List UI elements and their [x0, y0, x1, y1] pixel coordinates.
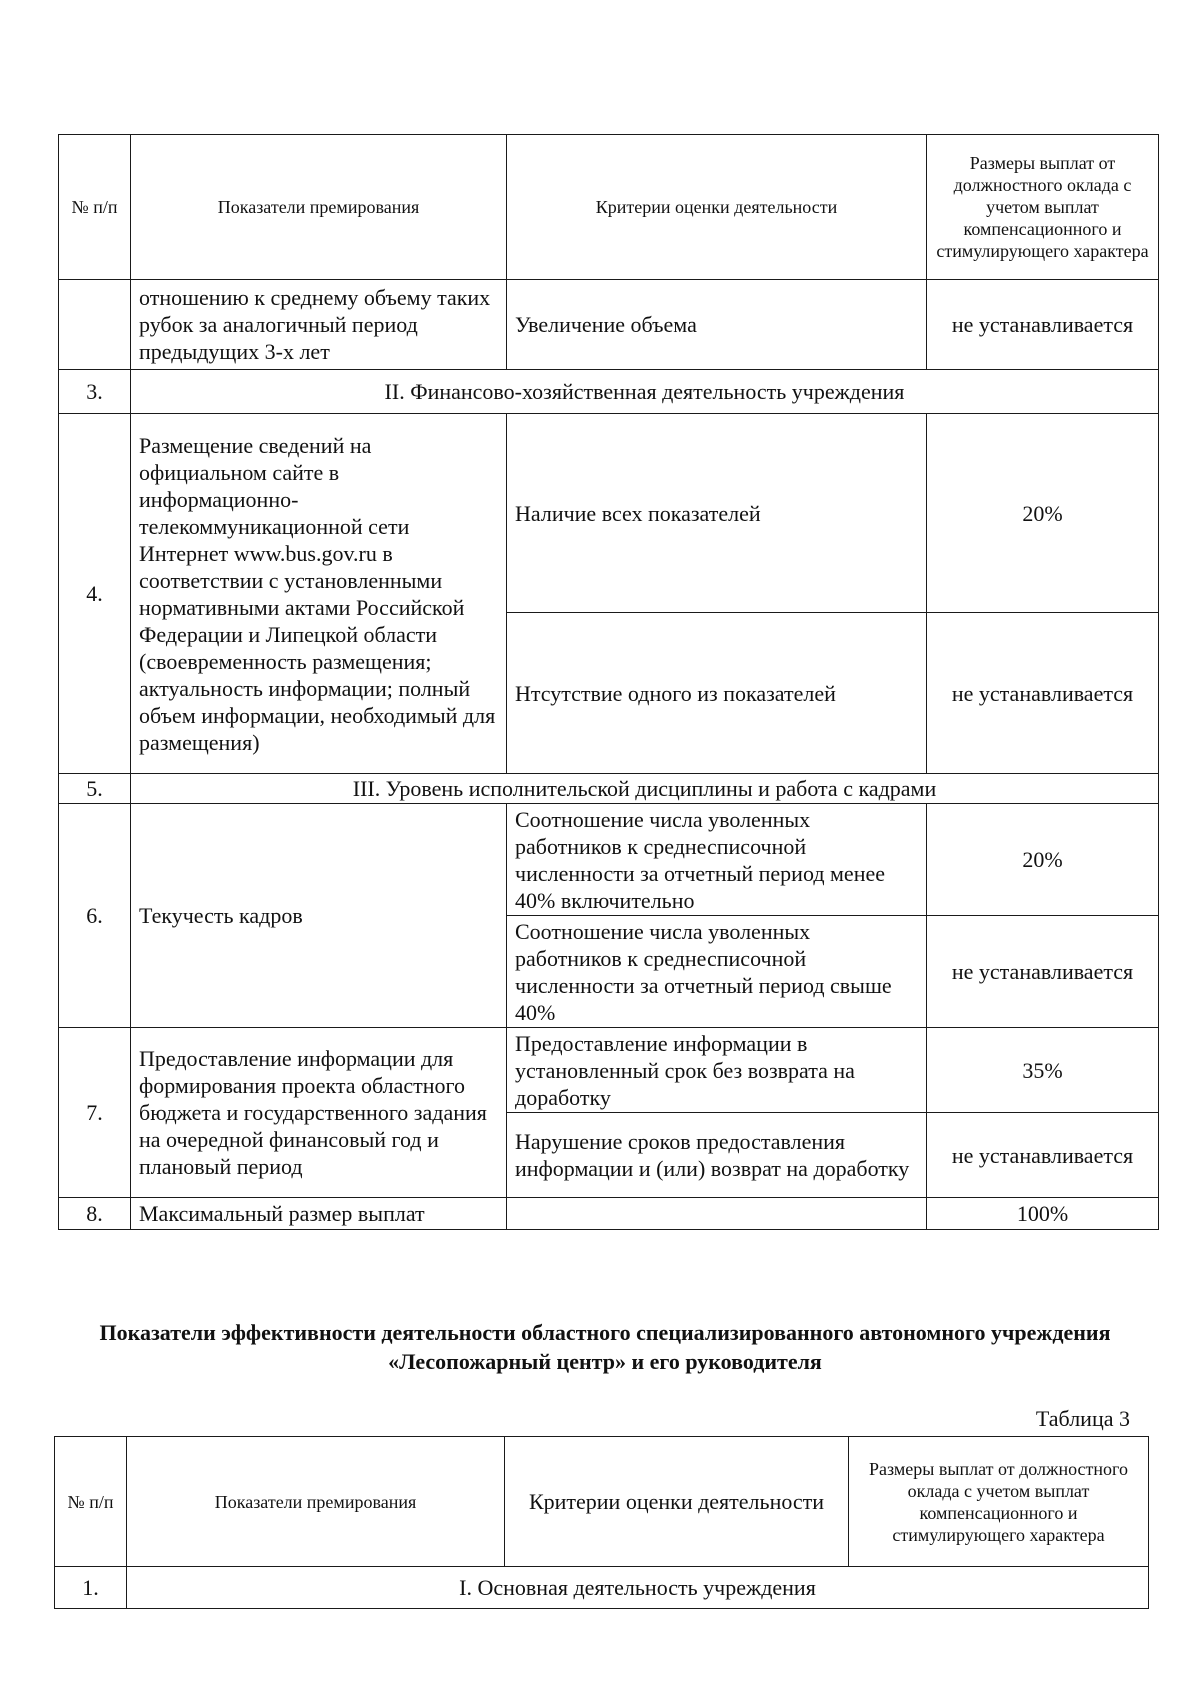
amount-cell: не устанавливается — [927, 280, 1159, 370]
table-header-row — [59, 135, 1159, 280]
criteria-cell: Наличие всех показателей — [507, 414, 927, 613]
criteria-cell: Увеличение объема — [507, 280, 927, 370]
payments-table-continued — [58, 134, 1159, 1230]
row-num: 1. — [55, 1567, 127, 1609]
header-criteria: Критерии оценки деятельности — [505, 1437, 849, 1567]
header-indicator: Показатели премирования — [127, 1437, 505, 1567]
criteria-cell: Нарушение сроков предоставления информации и (или) возврат на доработку — [507, 1113, 927, 1198]
row-num: 4. — [59, 414, 131, 774]
table-row — [59, 1198, 1159, 1230]
row-num: 8. — [59, 1198, 131, 1230]
table-row — [59, 804, 1159, 916]
row-num: 3. — [59, 370, 131, 414]
section-heading: Показатели эффективности деятельности областного специализированного автономного учреждения «Лесопожарный центр» и его руководителя — [99, 1320, 1111, 1374]
indicator-cell: Размещение сведений на официальном сайте в информационно-телекоммуникационной сети Интернет www.bus.gov.ru в соответствии с установленными нормативными актами Российской Федерации и Липецкой области (своевременность размещения; актуальность информации; полный объем информации, необходимый для размещения) — [131, 414, 507, 774]
row-num: 6. — [59, 804, 131, 1028]
amount-cell: 100% — [927, 1198, 1159, 1230]
row-num: 7. — [59, 1028, 131, 1198]
section-title: I. Основная деятельность учреждения — [127, 1567, 1149, 1609]
indicator-cell: отношению к среднему объему таких рубок за аналогичный период предыдущих 3-х лет — [131, 280, 507, 370]
table-header-row — [55, 1437, 1149, 1567]
criteria-cell: Соотношение числа уволенных работников к среднесписочной численности за отчетный период менее 40% включительно — [507, 804, 927, 916]
table-row — [59, 280, 1159, 370]
amount-cell: не устанавливается — [927, 1113, 1159, 1198]
table-caption: Таблица 3 — [1035, 1406, 1130, 1431]
row-num: 5. — [59, 774, 131, 804]
criteria-cell: Нтсутствие одного из показателей — [507, 613, 927, 774]
amount-cell: 35% — [927, 1028, 1159, 1113]
header-criteria: Критерии оценки деятельности — [507, 135, 927, 280]
payments-table-3 — [54, 1436, 1149, 1609]
amount-cell: не устанавливается — [927, 916, 1159, 1028]
header-num: № п/п — [55, 1437, 127, 1567]
header-amount: Размеры выплат от должностного оклада с учетом выплат компенсационного и стимулирующего характера — [849, 1437, 1149, 1567]
amount-cell: не устанавливается — [927, 613, 1159, 774]
header-num: № п/п — [59, 135, 131, 280]
amount-cell: 20% — [927, 414, 1159, 613]
amount-cell: 20% — [927, 804, 1159, 916]
section-row — [55, 1567, 1149, 1609]
section-title: III. Уровень исполнительской дисциплины и работа с кадрами — [131, 774, 1159, 804]
indicator-cell: Максимальный размер выплат — [131, 1198, 507, 1230]
criteria-cell: Соотношение числа уволенных работников к среднесписочной численности за отчетный период свыше 40% — [507, 916, 927, 1028]
table-row — [59, 1028, 1159, 1113]
criteria-cell: Предоставление информации в установленный срок без возврата на доработку — [507, 1028, 927, 1113]
header-indicator: Показатели премирования — [131, 135, 507, 280]
row-num — [59, 280, 131, 370]
header-amount: Размеры выплат от должностного оклада с учетом выплат компенсационного и стимулирующего характера — [927, 135, 1159, 280]
criteria-cell — [507, 1198, 927, 1230]
indicator-cell: Текучесть кадров — [131, 804, 507, 1028]
indicator-cell: Предоставление информации для формирования проекта областного бюджета и государственного задания на очередной финансовый год и плановый период — [131, 1028, 507, 1198]
table-row — [59, 414, 1159, 613]
section-row — [59, 774, 1159, 804]
section-row — [59, 370, 1159, 414]
section-title: II. Финансово-хозяйственная деятельность учреждения — [131, 370, 1159, 414]
